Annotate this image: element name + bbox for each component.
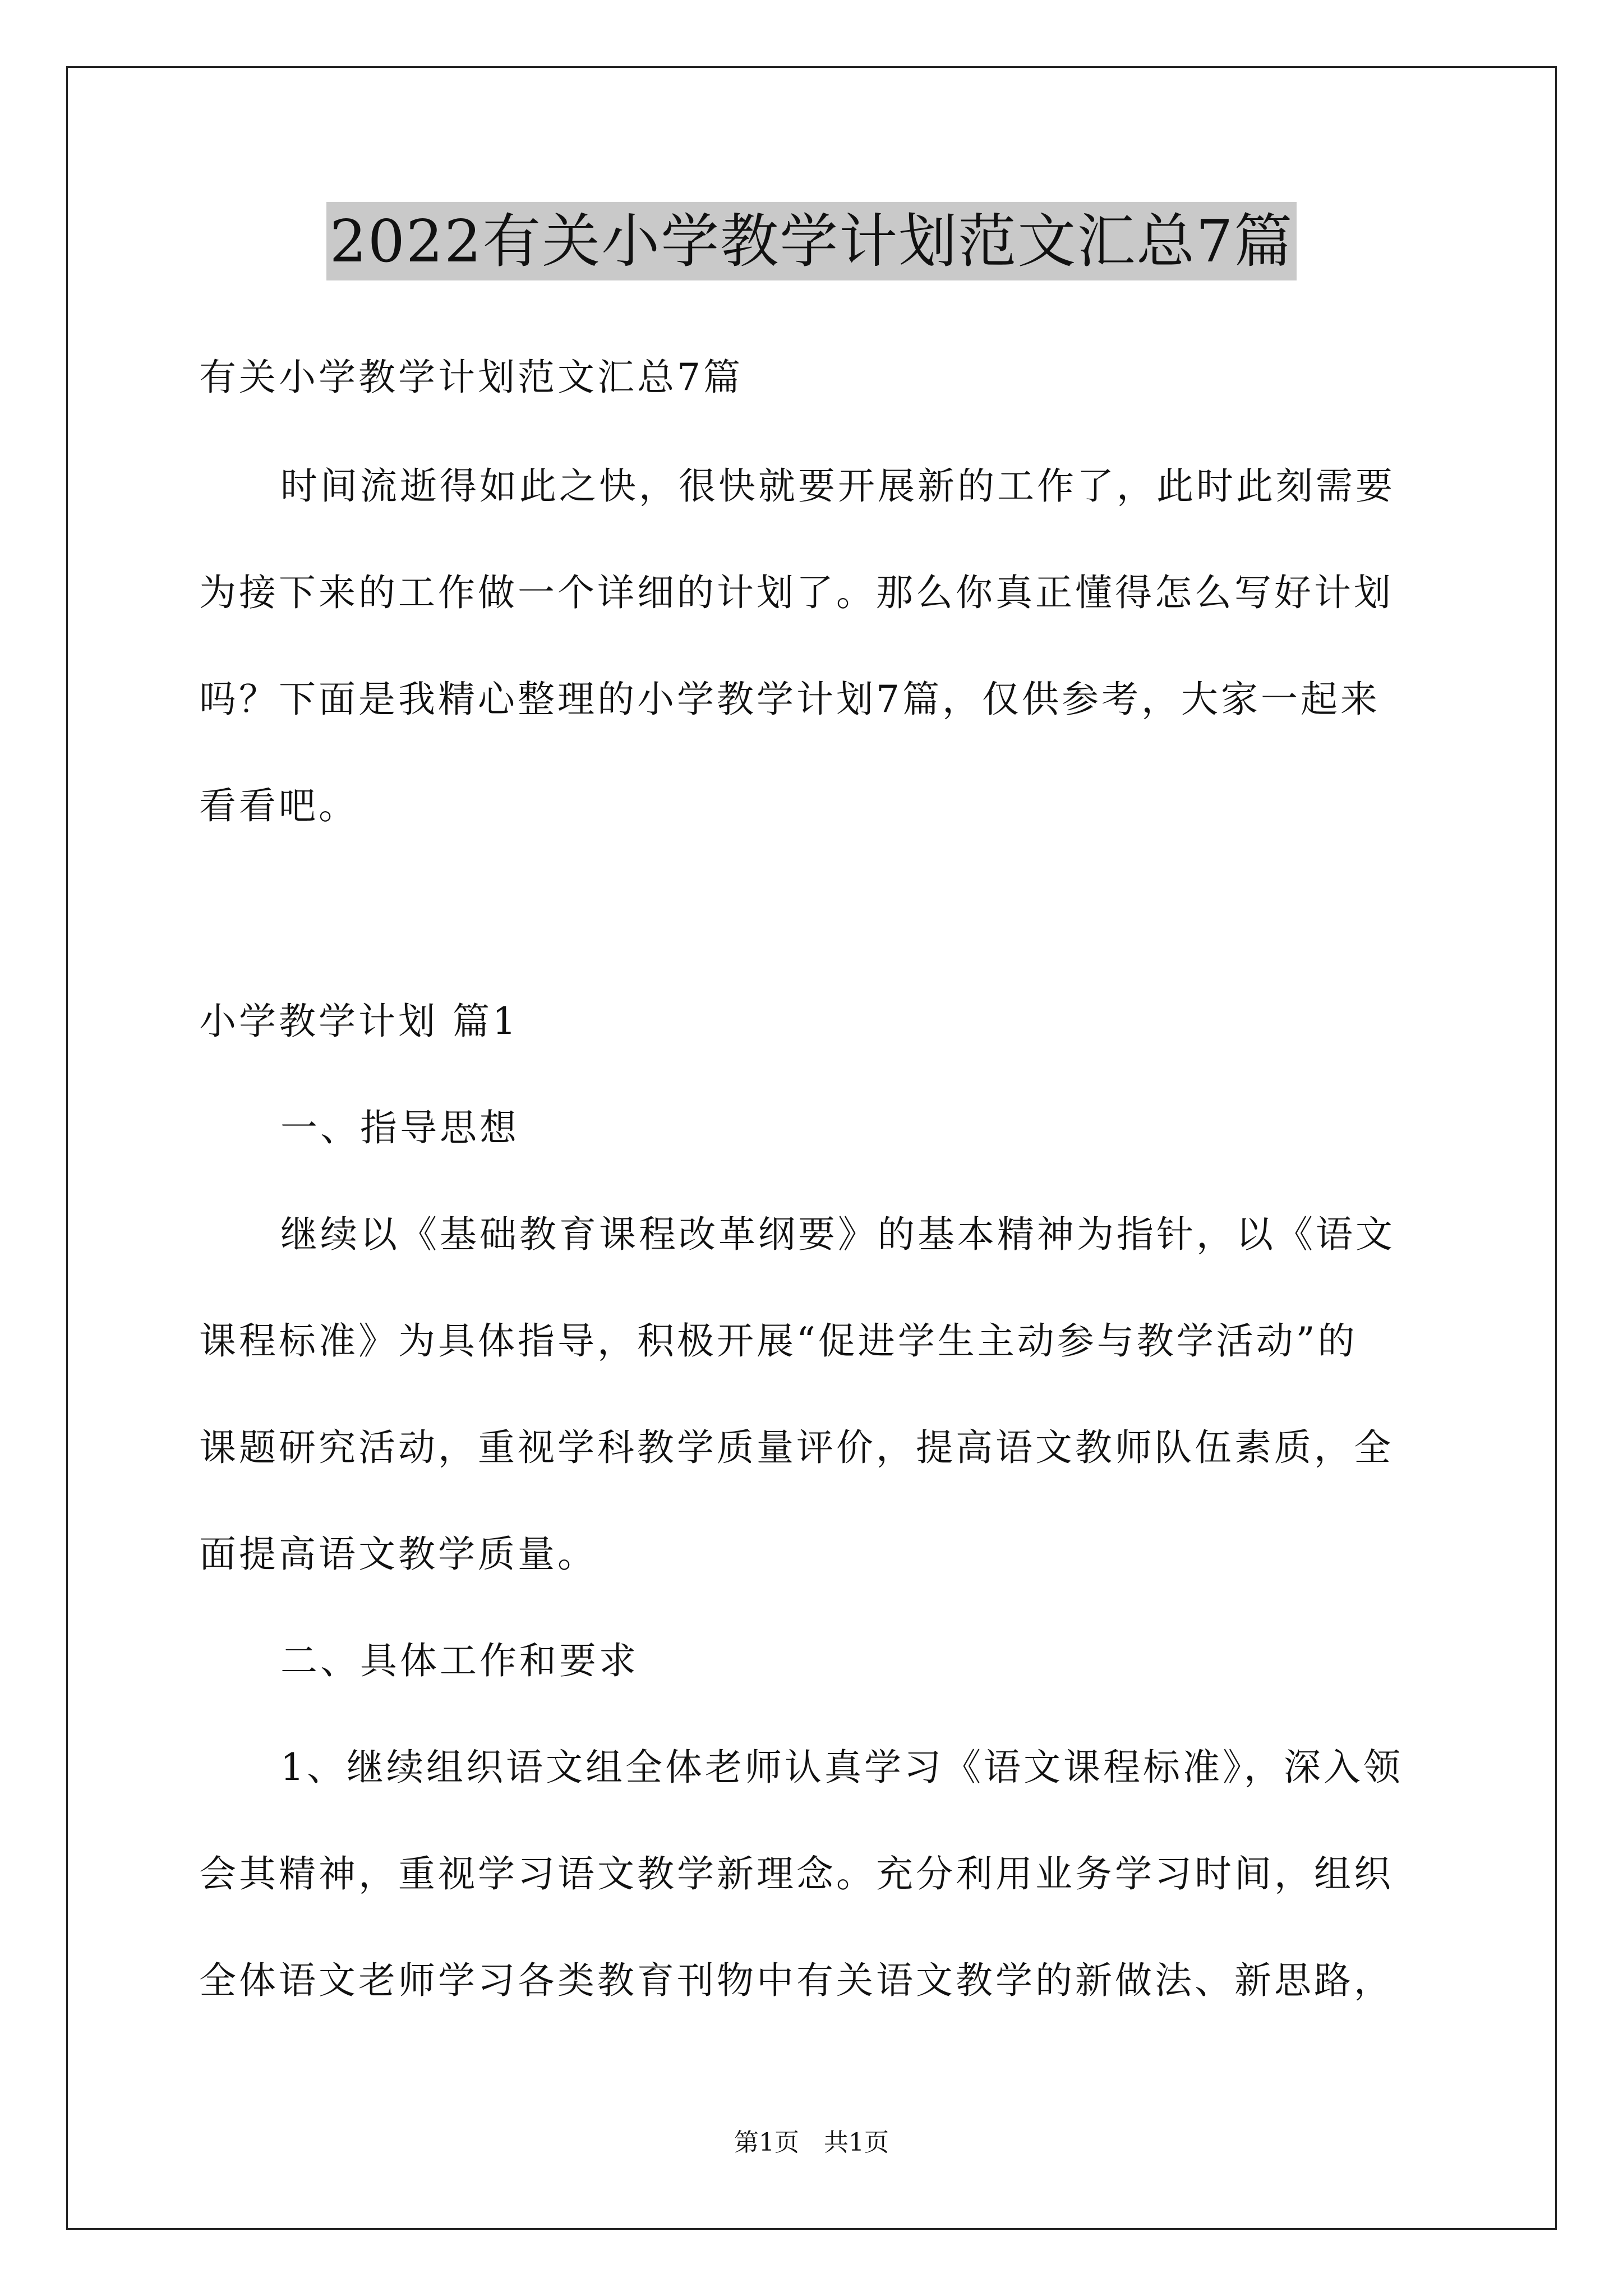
paragraph-line: 面提高语文教学质量。	[199, 1533, 597, 1576]
paragraph-line: 课程标准》为具体指导，积极开展“促进学生主动参与教学活动”的	[199, 1319, 1358, 1363]
document-title: 2022有关小学教学计划范文汇总7篇	[326, 202, 1297, 280]
paragraph-line: 全体语文老师学习各类教育刊物中有关语文教学的新做法、新思路，	[199, 1959, 1394, 2002]
document-subtitle: 有关小学教学计划范文汇总7篇	[199, 356, 743, 399]
paragraph-line: 会其精神，重视学习语文教学新理念。充分利用业务学习时间，组织	[199, 1852, 1394, 1895]
intro-line: 看看吧。	[199, 784, 358, 827]
section-heading: 小学教学计划 篇1	[199, 1000, 519, 1043]
paragraph-line: 课题研究活动，重视学科教学质量评价，提高语文教师队伍素质，全	[199, 1426, 1394, 1469]
intro-line: 吗？下面是我精心整理的小学教学计划7篇，仅供参考，大家一起来	[199, 678, 1380, 721]
subheading-guiding-ideology: 一、指导思想	[280, 1106, 519, 1149]
paragraph-line: 1、继续组织语文组全体老师认真学习《语文课程标准》，深入领	[280, 1746, 1403, 1789]
paragraph-line: 继续以《基础教育课程改革纲要》的基本精神为指针，以《语文	[280, 1213, 1395, 1256]
intro-line: 时间流逝得如此之快，很快就要开展新的工作了，此时此刻需要	[280, 464, 1395, 508]
intro-line: 为接下来的工作做一个详细的计划了。那么你真正懂得怎么写好计划	[199, 571, 1394, 614]
page-number-footer: 第1页 共1页	[734, 2128, 889, 2157]
document-title-wrap	[0, 202, 1623, 280]
subheading-work-requirements: 二、具体工作和要求	[280, 1639, 639, 1682]
